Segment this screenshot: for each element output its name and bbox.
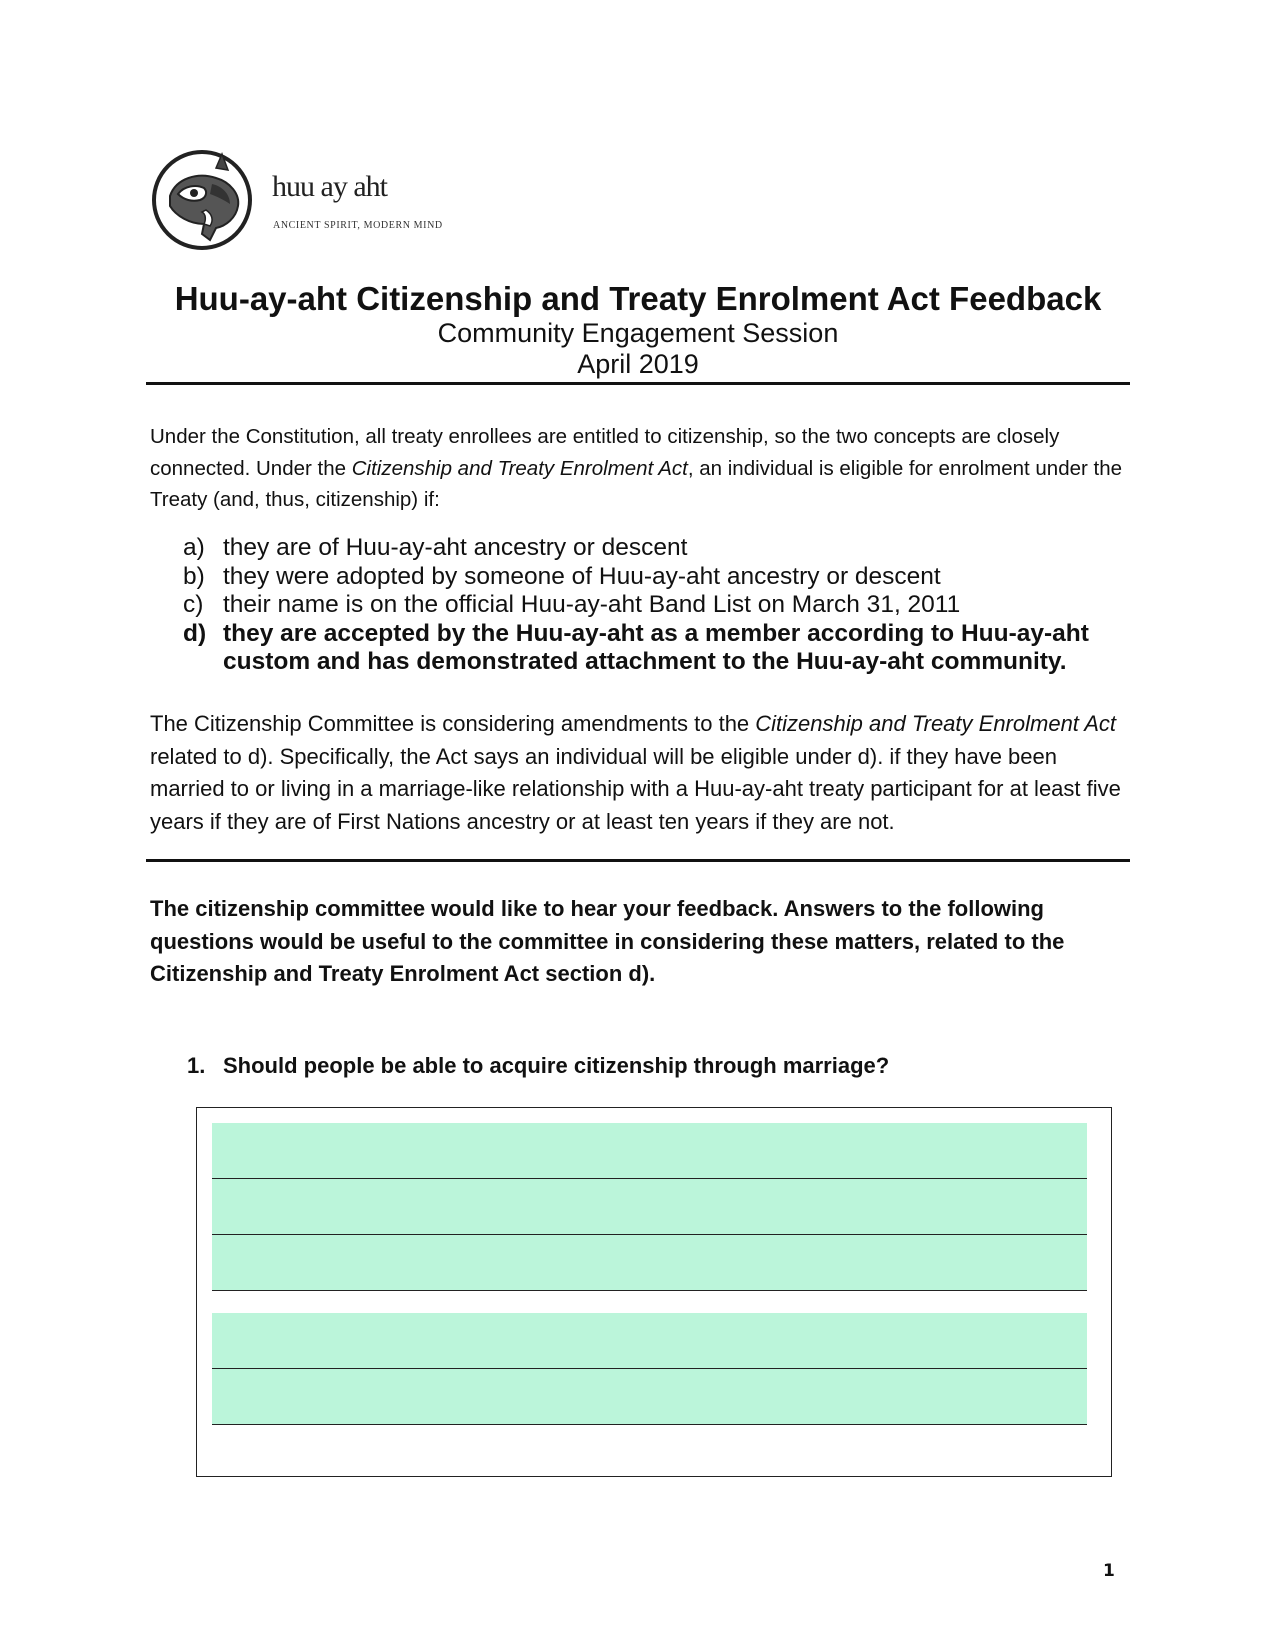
header-divider bbox=[146, 382, 1130, 385]
answer-field[interactable] bbox=[212, 1235, 1087, 1291]
question-text: Should people be able to acquire citizenship through marriage? bbox=[223, 1053, 890, 1078]
intro-text-1: Under the Constitution, all treaty enrollees are entitled to citizenship, so the two concepts are closely connected. Under the bbox=[150, 425, 1060, 480]
amendment-paragraph bbox=[150, 708, 1135, 838]
question-number: 1. bbox=[187, 1053, 206, 1078]
section-divider bbox=[146, 859, 1130, 862]
orca-crest-icon bbox=[150, 148, 254, 252]
answer-box bbox=[196, 1107, 1112, 1477]
criteria-item bbox=[183, 534, 1143, 563]
answer-field[interactable] bbox=[212, 1123, 1087, 1179]
criteria-item bbox=[183, 620, 1143, 677]
criteria-label: d) bbox=[183, 619, 207, 647]
answer-field[interactable] bbox=[212, 1369, 1087, 1425]
criteria-item bbox=[183, 563, 1143, 592]
page-title: Huu-ay-aht Citizenship and Treaty Enrolment Act Feedback bbox=[174, 280, 1102, 317]
answer-field[interactable] bbox=[212, 1313, 1087, 1369]
answer-field[interactable] bbox=[212, 1179, 1087, 1235]
eligibility-criteria-list bbox=[183, 534, 1143, 677]
question-1 bbox=[187, 1053, 889, 1079]
criteria-item bbox=[183, 591, 1143, 620]
criteria-text: they are of Huu-ay-aht ancestry or descent bbox=[223, 534, 688, 561]
logo-tagline: ANCIENT SPIRIT, MODERN MIND bbox=[273, 220, 443, 231]
logo-wordmark: huu ay aht bbox=[272, 170, 387, 203]
page-number: 1 bbox=[1103, 1561, 1115, 1581]
criteria-text: they are accepted by the Huu-ay-aht as a member according to Huu-ay-aht custom and has demonstrated attachment to the Huu-ay-aht community. bbox=[223, 619, 1089, 675]
logo bbox=[150, 148, 450, 256]
amendment-text-1: The Citizenship Committee is considering amendments to the bbox=[150, 711, 756, 736]
page-subtitle: Community Engagement Session bbox=[437, 318, 839, 348]
intro-text-2: , an individual is eligible for enrolment under the Treaty (and, thus, citizenship) if: bbox=[150, 456, 1123, 511]
criteria-text: their name is on the official Huu-ay-aht Band List on March 31, 2011 bbox=[223, 591, 961, 618]
amendment-text-2: related to d). Specifically, the Act says an individual will be eligible under d). if they have been married to or living in a marriage-like relationship with a Huu-ay-aht treaty participant for at least five years if they are of First Nations ancestry or at least ten years if they are not. bbox=[150, 743, 1121, 834]
amendment-act-name: Citizenship and Treaty Enrolment Act bbox=[755, 711, 1116, 736]
criteria-label: b) bbox=[183, 562, 205, 590]
feedback-request: The citizenship committee would like to hear your feedback. Answers to the following questions would be useful to the committee in considering these matters, related to the Citizenship and Treaty Enrolment Act section d). bbox=[150, 896, 1065, 986]
criteria-text: they were adopted by someone of Huu-ay-aht ancestry or descent bbox=[223, 562, 941, 590]
page-date: April 2019 bbox=[577, 349, 699, 379]
intro-paragraph bbox=[150, 421, 1135, 516]
criteria-label: a) bbox=[183, 534, 205, 561]
intro-act-name: Citizenship and Treaty Enrolment Act bbox=[351, 456, 688, 480]
criteria-label: c) bbox=[183, 591, 204, 618]
